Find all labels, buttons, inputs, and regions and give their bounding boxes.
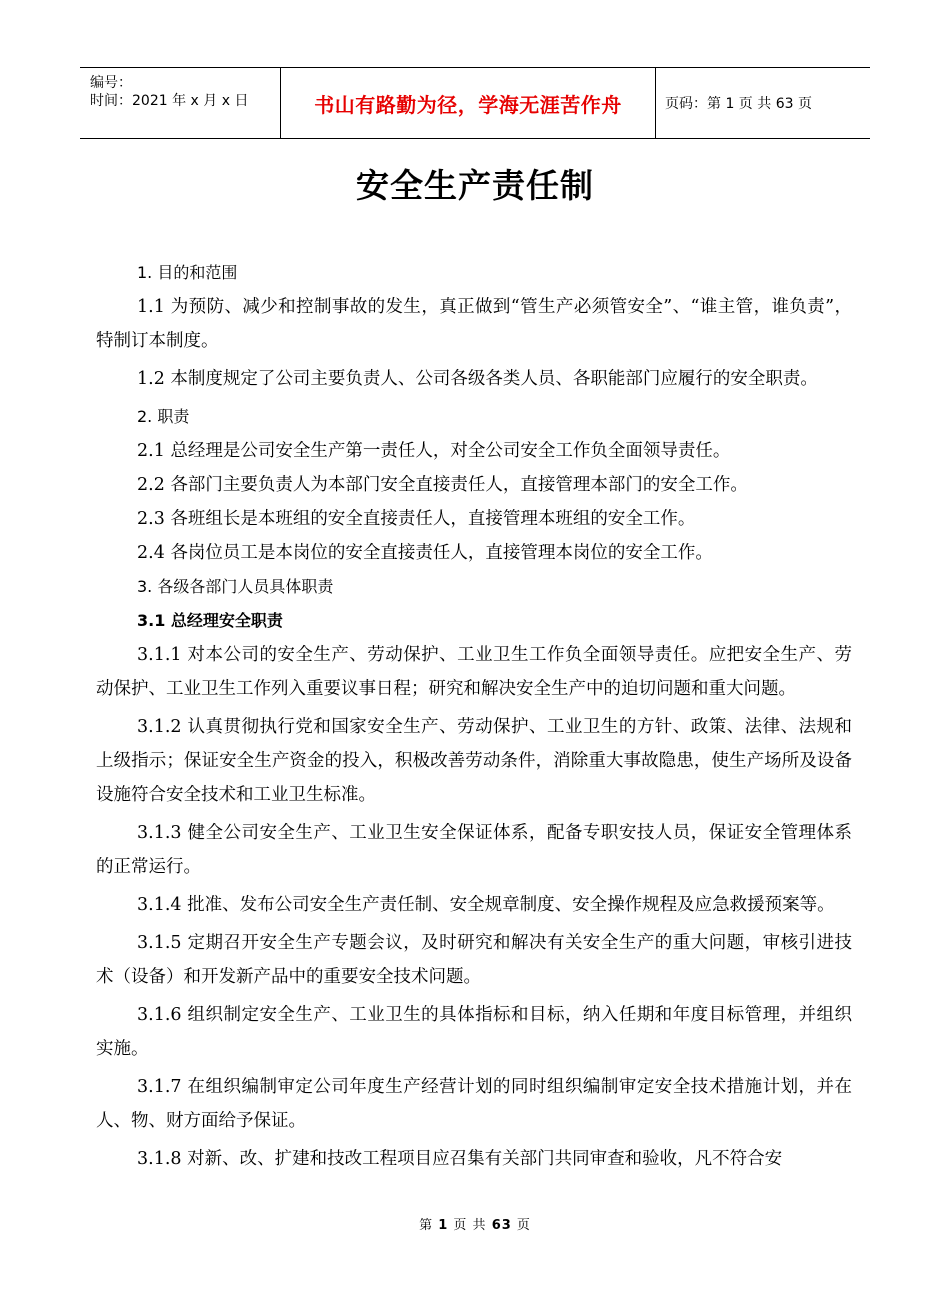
paragraph-3-1-6: 3.1.6 组织制定安全生产、工业卫生的具体指标和目标，纳入任期和年度目标管理，并组织实施。 [96,1005,852,1059]
header-slogan: 书山有路勤为径，学海无涯苦作舟 [281,68,656,138]
section-heading-3: 3. 各级各部门人员具体职责 [137,577,334,596]
paragraph-3-1-8: 3.1.8 对新、改、扩建和技改工程项目应召集有关部门共同审查和验收，凡不符合安 [137,1149,783,1169]
paragraph-2-2: 2.2 各部门主要负责人为本部门安全直接责任人，直接管理本部门的安全工作。 [137,475,748,495]
paragraph-3-1-3: 3.1.3 健全公司安全生产、工业卫生安全保证体系，配备专职安技人员，保证安全管理体系的正常运行。 [96,823,852,877]
paragraph-1-1: 1.1 为预防、减少和控制事故的发生，真正做到“管生产必须管安全”、“谁主管，谁负责”，特制订本制度。 [96,297,852,351]
document-body [96,256,852,1176]
paragraph-3-1-1: 3.1.1 对本公司的安全生产、劳动保护、工业卫生工作负全面领导责任。应把安全生产、劳动保护、工业卫生工作列入重要议事日程；研究和解决安全生产中的迫切问题和重大问题。 [96,645,852,699]
header-left-cell [80,68,281,138]
header-table [80,67,870,139]
header-page-number: 页码：第 1 页 共 63 页 [665,96,812,112]
document-number-label: 编号： [90,75,132,91]
paragraph-3-1-5: 3.1.5 定期召开安全生产专题会议，及时研究和解决有关安全生产的重大问题，审核引进技术（设备）和开发新产品中的重要安全技术问题。 [96,933,852,987]
paragraph-3-1-4: 3.1.4 批准、发布公司安全生产责任制、安全规章制度、安全操作规程及应急救援预案等。 [137,895,835,915]
document-title: 安全生产责任制 [356,166,594,205]
paragraph-3-1-2: 3.1.2 认真贯彻执行党和国家安全生产、劳动保护、工业卫生的方针、政策、法律、法规和上级指示；保证安全生产资金的投入，积极改善劳动条件，消除重大事故隐患，使生产场所及设备设施符合安全技术和工业卫生标准。 [96,717,852,805]
paragraph-2-1: 2.1 总经理是公司安全生产第一责任人，对全公司安全工作负全面领导责任。 [137,441,731,461]
paragraph-2-4: 2.4 各岗位员工是本岗位的安全直接责任人，直接管理本岗位的安全工作。 [137,543,713,563]
document-date-label: 时间：2021 年 x 月 x 日 [90,93,249,109]
section-heading-1: 1. 目的和范围 [137,263,238,282]
paragraph-1-2: 1.2 本制度规定了公司主要负责人、公司各级各类人员、各职能部门应履行的安全职责。 [137,369,818,389]
footer-prefix: 第 [419,1218,434,1233]
footer-mid: 页 共 [453,1218,487,1233]
paragraph-3-1-7: 3.1.7 在组织编制审定公司年度生产经营计划的同时组织编制审定安全技术措施计划，并在人、物、财方面给予保证。 [96,1077,852,1131]
paragraph-2-3: 2.3 各班组长是本班组的安全直接责任人，直接管理本班组的安全工作。 [137,509,696,529]
section-heading-2: 2. 职责 [137,407,190,426]
page-footer [0,1214,950,1233]
footer-suffix: 页 [516,1218,531,1233]
footer-total-pages: 63 [491,1218,512,1233]
subsection-heading-3-1: 3.1 总经理安全职责 [137,611,283,630]
footer-page-number: 1 [438,1218,449,1233]
